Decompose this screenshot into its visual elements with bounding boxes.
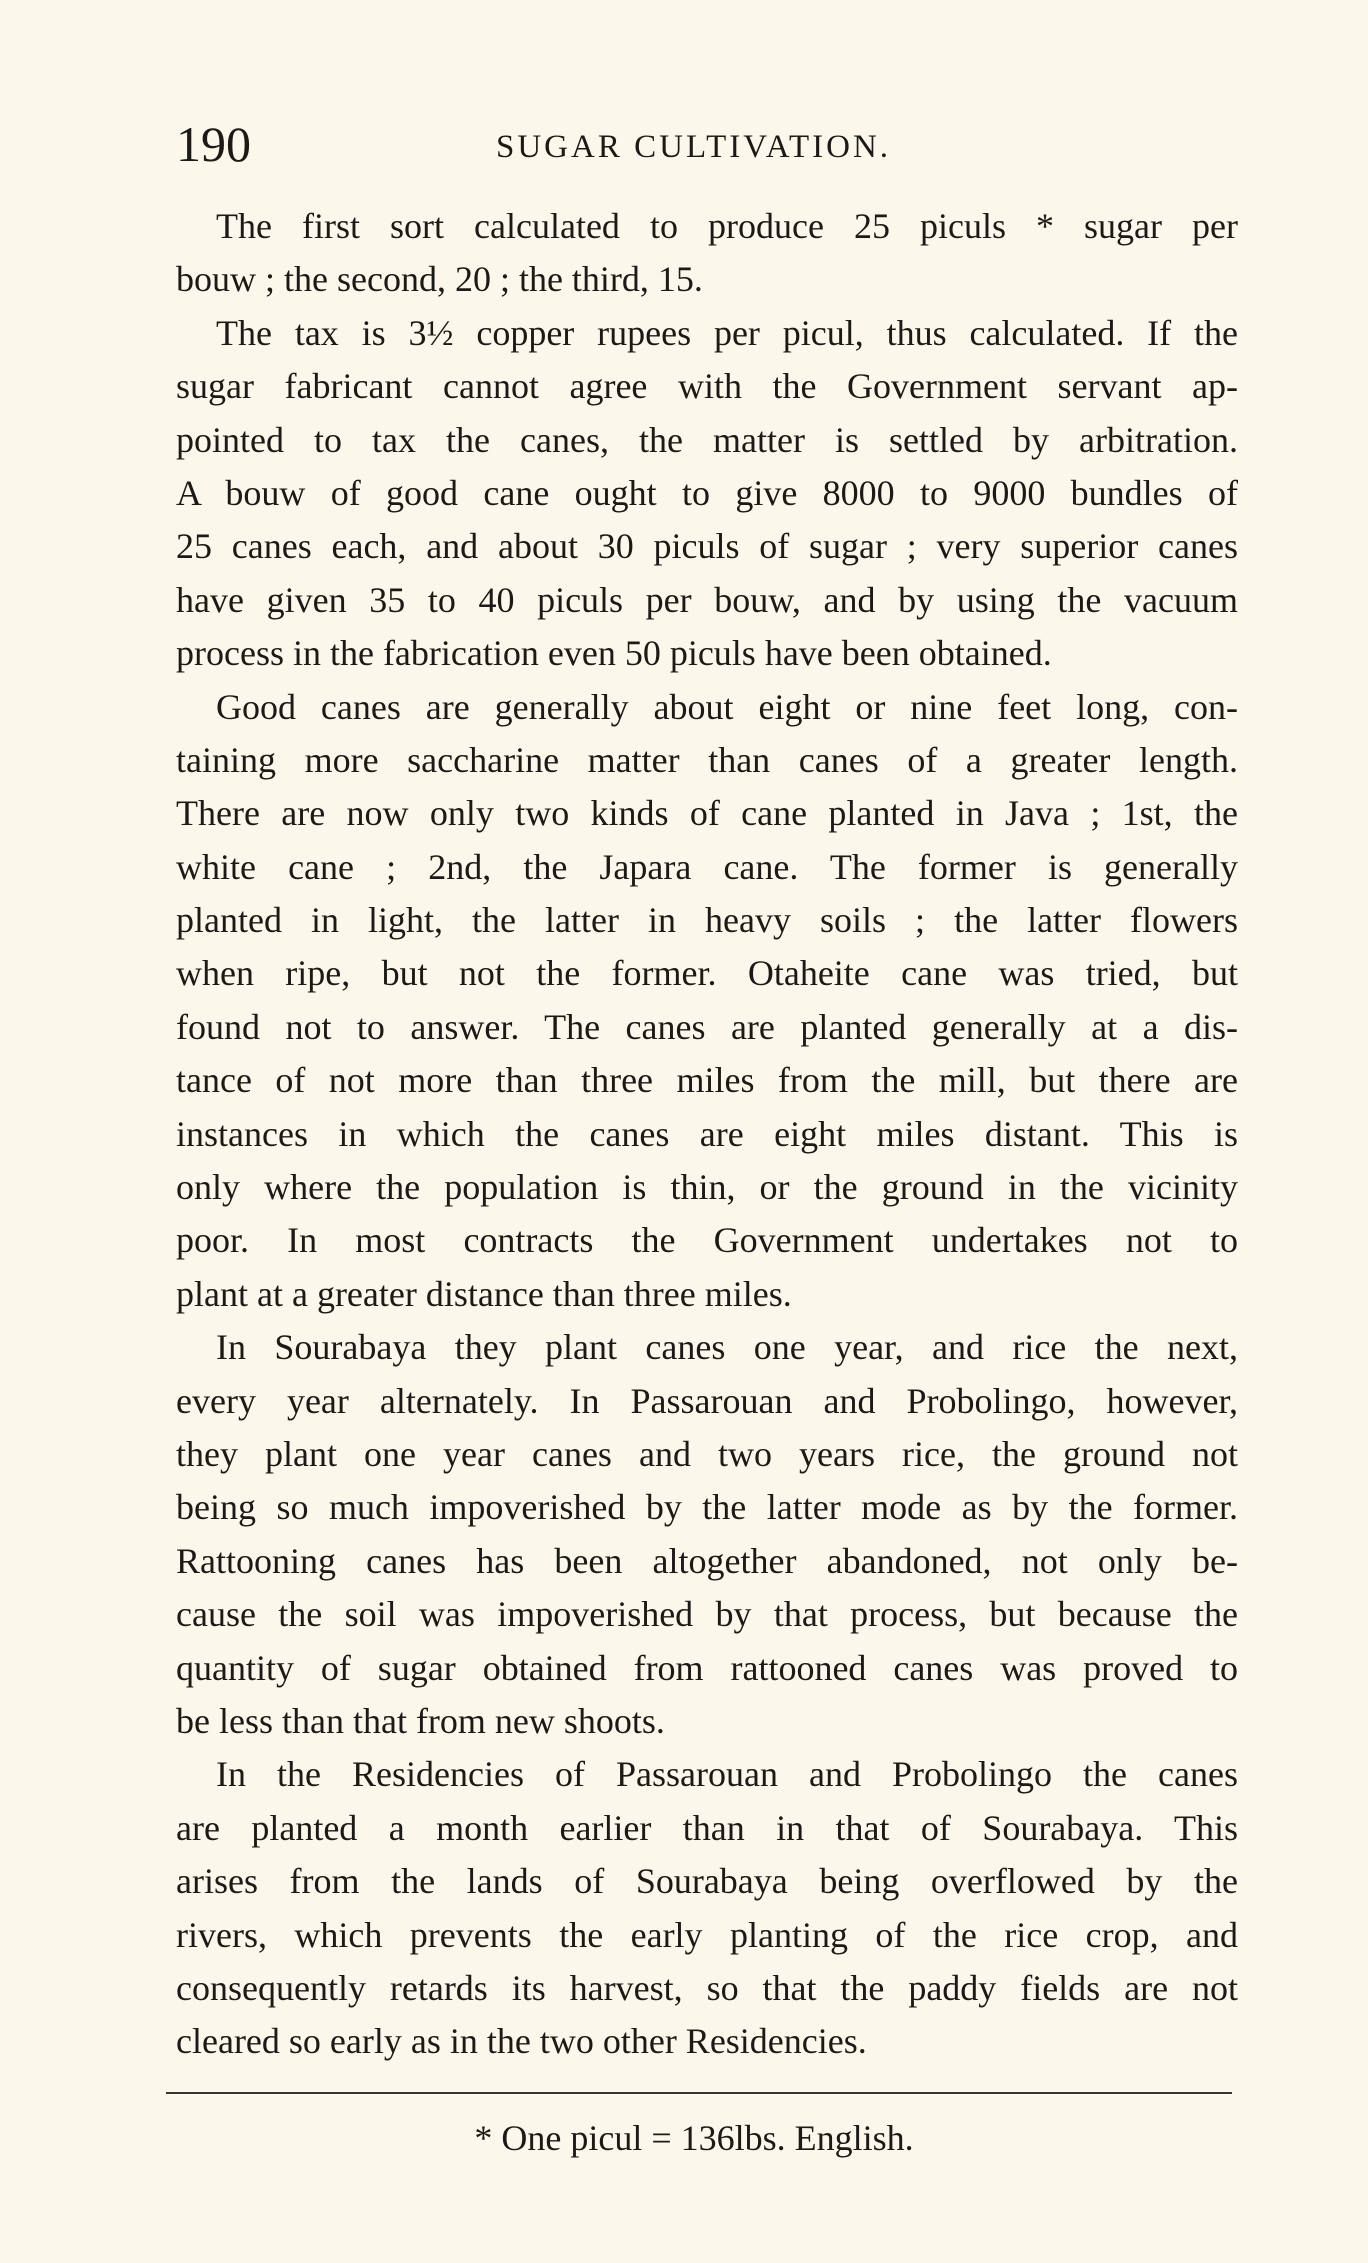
text-line: instances in which the canes are eight miles distant. This is xyxy=(176,1113,1238,1154)
text-line: being so much impoverished by the latter mode as by the former. xyxy=(176,1487,1238,1528)
text-line: planted in light, the latter in heavy soils ; the latter flowers xyxy=(176,900,1238,941)
text-line: The first sort calculated to produce 25 piculs * sugar per xyxy=(216,206,1238,246)
text-line: they plant one year canes and two years rice, the ground not xyxy=(176,1433,1238,1474)
text-line: process in the fabrication even 50 piculs have been obtained. xyxy=(176,633,1052,674)
text-line: quantity of sugar obtained from rattooned canes was proved to xyxy=(176,1647,1238,1688)
page-number: 190 xyxy=(176,116,251,172)
text-line: found not to answer. The canes are planted generally at a dis- xyxy=(176,1006,1238,1047)
text-line: A bouw of good cane ought to give 8000 to 9000 bundles of xyxy=(176,472,1238,513)
text-line: taining more saccharine matter than canes of a greater length. xyxy=(176,739,1238,780)
footnote-divider xyxy=(166,2092,1232,2094)
text-line: white cane ; 2nd, the Japara cane. The former is generally xyxy=(176,846,1238,887)
text-line: be less than that from new shoots. xyxy=(176,1700,665,1741)
text-line: Rattooning canes has been altogether abandoned, not only be- xyxy=(176,1540,1238,1581)
text-line: There are now only two kinds of cane planted in Java ; 1st, the xyxy=(176,793,1238,834)
running-title: SUGAR CULTIVATION. xyxy=(496,129,892,165)
text-line: In Sourabaya they plant canes one year, and rice the next, xyxy=(216,1327,1238,1368)
text-line: poor. In most contracts the Government undertakes not to xyxy=(176,1220,1238,1261)
text-line: tance of not more than three miles from the mill, but there are xyxy=(176,1060,1238,1101)
text-line: pointed to tax the canes, the matter is settled by arbitration. xyxy=(176,419,1238,460)
text-line: The tax is 3½ copper rupees per picul, thus calculated. If the xyxy=(216,312,1238,353)
text-line: are planted a month earlier than in that of Sourabaya. This xyxy=(176,1807,1238,1848)
text-line: consequently retards its harvest, so that the paddy fields are not xyxy=(176,1967,1238,2008)
text-line: plant at a greater distance than three miles. xyxy=(176,1273,792,1314)
text-line: have given 35 to 40 piculs per bouw, and by using the vacuum xyxy=(176,579,1238,620)
text-line: only where the population is thin, or the ground in the vicinity xyxy=(176,1167,1238,1208)
text-line: bouw ; the second, 20 ; the third, 15. xyxy=(176,259,703,300)
text-line: cause the soil was impoverished by that process, but because the xyxy=(176,1594,1238,1635)
text-line: 25 canes each, and about 30 piculs of sugar ; very superior canes xyxy=(176,526,1238,567)
text-line: sugar fabricant cannot agree with the Government servant ap- xyxy=(176,366,1238,407)
body-text xyxy=(176,200,1238,2069)
running-head xyxy=(176,114,1236,174)
text-line: when ripe, but not the former. Otaheite cane was tried, but xyxy=(176,953,1238,994)
text-line: every year alternately. In Passarouan and Probolingo, however, xyxy=(176,1380,1238,1421)
text-line: Good canes are generally about eight or nine feet long, con- xyxy=(216,686,1238,727)
text-line: arises from the lands of Sourabaya being overflowed by the xyxy=(176,1861,1238,1902)
text-line: cleared so early as in the two other Residencies. xyxy=(176,2021,867,2062)
text-line: In the Residencies of Passarouan and Probolingo the canes xyxy=(216,1754,1238,1795)
footnote: * One picul = 136lbs. English. xyxy=(474,2118,914,2158)
text-line: rivers, which prevents the early planting of the rice crop, and xyxy=(176,1914,1238,1955)
